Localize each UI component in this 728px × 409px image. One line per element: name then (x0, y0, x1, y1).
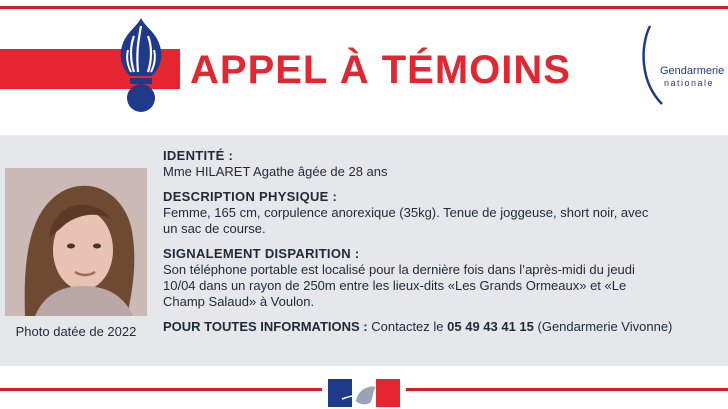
logo-text-nationale: nationale (664, 78, 715, 88)
section-title: SIGNALEMENT DISPARITION : (163, 246, 360, 261)
section-line: un sac de course. (163, 221, 266, 236)
contact-label: POUR TOUTES INFORMATIONS : (163, 319, 368, 334)
section-title: IDENTITÉ : (163, 148, 234, 163)
info-content (163, 148, 723, 335)
marianne-icon (328, 379, 400, 407)
photo-caption: Photo datée de 2022 (15, 324, 137, 339)
contact-phone: 05 49 43 41 15 (447, 319, 534, 334)
contact-text: Contactez le (367, 319, 448, 334)
section-title: DESCRIPTION PHYSIQUE : (163, 189, 338, 204)
section-identity (163, 148, 723, 180)
section-text: Mme HILARET Agathe âgée de 28 ans (163, 164, 388, 179)
contact-line (163, 319, 723, 335)
section-line: 10/04 dans un rayon de 250m entre les lieux-dits «Les Grands Ormeaux» et «Le (163, 278, 627, 293)
section-line: Champ Salaud» à Voulon. (163, 294, 315, 309)
section-disappearance (163, 246, 723, 310)
section-line: Femme, 165 cm, corpulence anorexique (35kg). Tenue de joggeuse, short noir, avec (163, 205, 649, 220)
grenade-flame-icon (112, 16, 170, 114)
logo-text-gendarmerie: Gendarmerie (660, 65, 725, 77)
section-physical-description (163, 189, 723, 237)
top-red-rule (0, 6, 728, 9)
missing-person-photo (5, 168, 147, 316)
gendarmerie-logo (638, 24, 728, 108)
contact-suffix: (Gendarmerie Vivonne) (533, 319, 673, 334)
page-title: APPEL À TÉMOINS (190, 48, 571, 92)
section-line: Son téléphone portable est localisé pour la dernière fois dans l’après-midi du jeudi (163, 262, 635, 277)
